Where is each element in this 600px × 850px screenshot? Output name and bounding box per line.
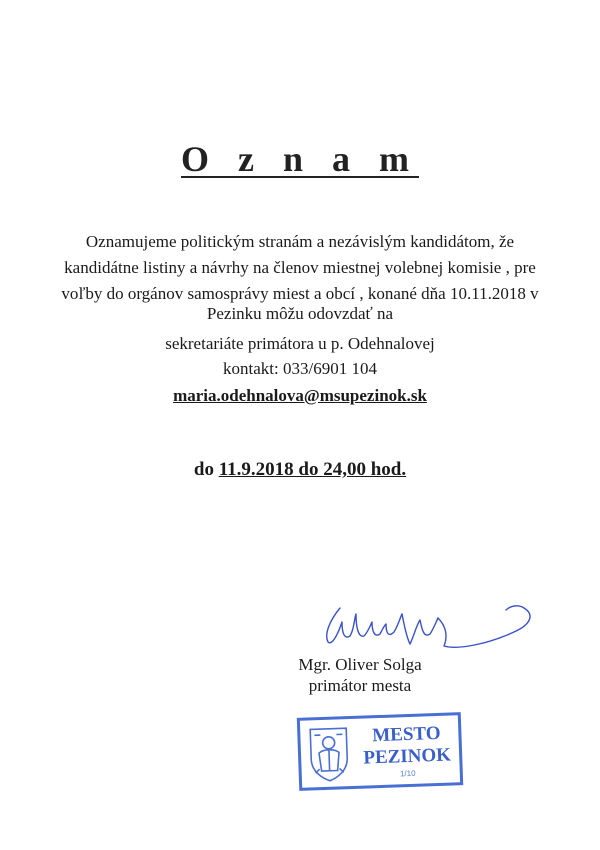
stamp-line-2: PEZINOK bbox=[363, 744, 452, 769]
email-link[interactable]: maria.odehnalova@msupezinok.sk bbox=[173, 386, 427, 405]
municipal-stamp bbox=[297, 712, 463, 791]
stamp-number: 1/10 bbox=[399, 768, 416, 779]
notice-title: O z n a m bbox=[181, 139, 419, 179]
body-line-1: Oznamujeme politickým stranám a nezávislým kandidátom, že bbox=[85, 232, 515, 251]
deadline bbox=[0, 459, 600, 481]
body-line-2: kandidátne listiny a návrhy na členov miestnej volebnej komisie , pre bbox=[64, 258, 536, 277]
body-line-5: sekretariáte primátora u p. Odehnalovej bbox=[165, 334, 435, 353]
body-line-4: Pezinku môžu odovzdať na bbox=[206, 304, 394, 323]
handwritten-signature bbox=[318, 596, 538, 664]
contact-line: kontakt: 033/6901 104 bbox=[223, 359, 377, 378]
deadline-date: 11.9.2018 do 24,00 hod. bbox=[218, 459, 407, 480]
email-line bbox=[0, 385, 600, 407]
deadline-prefix: do bbox=[193, 459, 219, 480]
coat-of-arms-icon bbox=[306, 724, 352, 784]
signer-name: Mgr. Oliver Solga bbox=[298, 655, 422, 674]
body-line-3: voľby do orgánov samosprávy miest a obcí , konané dňa 10.11.2018 v bbox=[61, 284, 539, 303]
stamp-line-1: MESTO bbox=[371, 722, 441, 747]
signer-title: primátor mesta bbox=[308, 676, 412, 695]
